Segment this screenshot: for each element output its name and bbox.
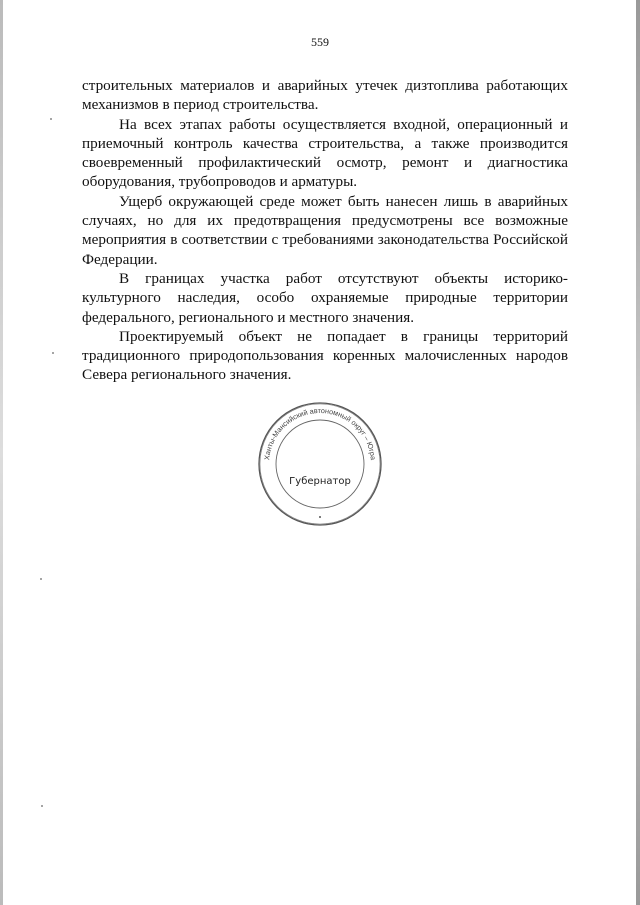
paragraph-line: В границах участка работ отсутствуют объекты историко- <box>119 269 568 287</box>
document-body <box>82 76 568 385</box>
paragraph-line: культурного наследия, особо охраняемые природные территории <box>82 289 568 307</box>
paragraph-line: оборудования, трубопроводов и арматуры. <box>82 173 358 191</box>
seal-ring-text: Ханты-Мансийский автономный округ – Югра <box>262 405 378 461</box>
scan-right-edge <box>636 0 640 905</box>
paragraph-line: традиционного природопользования коренных малочисленных народов <box>82 347 568 365</box>
paragraph-line: механизмов в период строительства. <box>82 96 319 114</box>
page-number: 559 <box>311 35 329 49</box>
scan-speck <box>40 578 42 580</box>
scan-speck <box>50 118 52 120</box>
paragraph-line: Федерации. <box>82 250 158 268</box>
paragraph-line: Севера регионального значения. <box>82 366 292 384</box>
paragraph-line: приемочный контроль качества строительства, а также производится <box>82 134 568 152</box>
seal-center-text: Губернатор <box>289 476 351 487</box>
paragraph-line: На всех этапах работы осуществляется входной, операционный и <box>119 115 568 133</box>
paragraph-line: строительных материалов и аварийных утечек дизтоплива работающих <box>82 77 568 94</box>
paragraph-line: своевременный профилактический осмотр, ремонт и диагностика <box>82 154 568 172</box>
paragraph-line: Проектируемый объект не попадает в границы территорий <box>119 327 568 345</box>
scan-speck <box>41 805 43 807</box>
scan-speck <box>52 352 54 354</box>
paragraph-line: мероприятия в соответствии с требованиями законодательства Российской <box>82 231 568 249</box>
official-seal-stamp <box>256 400 384 528</box>
paragraph-line: Ущерб окружающей среде может быть нанесен лишь в аварийных <box>119 192 568 210</box>
paragraph-line: федерального, регионального и местного значения. <box>82 308 415 326</box>
paragraph-line: случаях, но для их предотвращения предусмотрены все возможные <box>82 212 568 230</box>
scan-left-edge <box>0 0 3 905</box>
